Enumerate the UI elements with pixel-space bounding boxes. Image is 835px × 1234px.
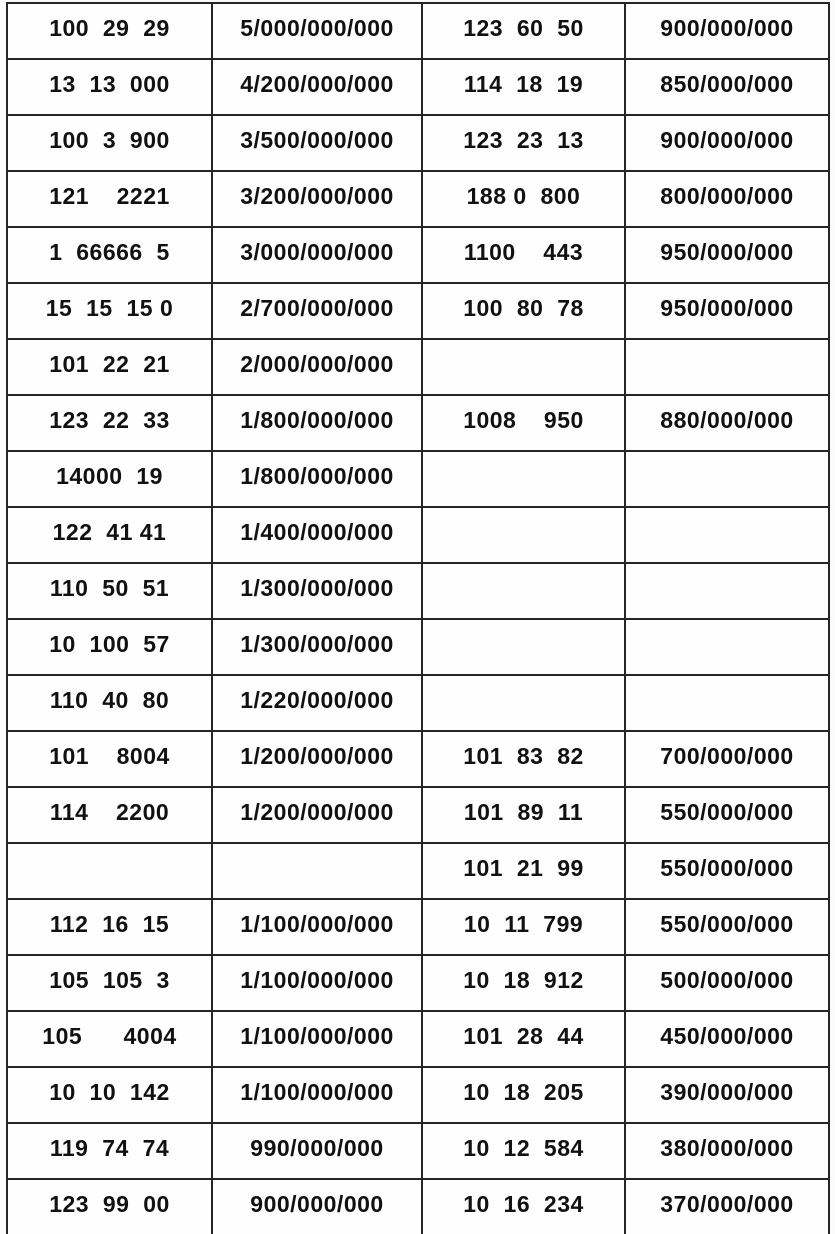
- price-cell: 850/000/000: [625, 59, 829, 115]
- price-cell: 3/000/000/000: [212, 227, 422, 283]
- number-cell: 10 18 205: [422, 1067, 625, 1123]
- price-cell: 5/000/000/000: [212, 3, 422, 59]
- price-cell: 1/400/000/000: [212, 507, 422, 563]
- table-row: [7, 3, 829, 59]
- price-cell: 1/100/000/000: [212, 955, 422, 1011]
- table-row: [7, 395, 829, 451]
- price-cell: 550/000/000: [625, 899, 829, 955]
- number-cell: 114 2200: [7, 787, 212, 843]
- number-cell: 10 16 234: [422, 1179, 625, 1234]
- table-row: [7, 731, 829, 787]
- price-cell: [625, 451, 829, 507]
- price-cell: 880/000/000: [625, 395, 829, 451]
- price-cell: 380/000/000: [625, 1123, 829, 1179]
- price-cell: 950/000/000: [625, 283, 829, 339]
- number-cell: 10 11 799: [422, 899, 625, 955]
- number-cell: 101 8004: [7, 731, 212, 787]
- table-row: [7, 59, 829, 115]
- table-row: [7, 1123, 829, 1179]
- number-cell: [422, 563, 625, 619]
- price-cell: [625, 339, 829, 395]
- price-cell: 1/800/000/000: [212, 451, 422, 507]
- table-row: [7, 787, 829, 843]
- price-cell: 1/200/000/000: [212, 787, 422, 843]
- number-cell: 101 21 99: [422, 843, 625, 899]
- number-cell: 13 13 000: [7, 59, 212, 115]
- number-cell: 101 28 44: [422, 1011, 625, 1067]
- price-cell: 700/000/000: [625, 731, 829, 787]
- price-cell: 550/000/000: [625, 843, 829, 899]
- table-row: [7, 1179, 829, 1234]
- price-cell: 2/000/000/000: [212, 339, 422, 395]
- number-cell: 101 22 21: [7, 339, 212, 395]
- number-cell: 100 80 78: [422, 283, 625, 339]
- number-cell: [422, 619, 625, 675]
- price-cell: 550/000/000: [625, 787, 829, 843]
- price-cell: 390/000/000: [625, 1067, 829, 1123]
- table-row: [7, 843, 829, 899]
- number-cell: 123 22 33: [7, 395, 212, 451]
- number-cell: 123 60 50: [422, 3, 625, 59]
- price-cell: 900/000/000: [625, 115, 829, 171]
- price-cell: 1/100/000/000: [212, 899, 422, 955]
- table-row: [7, 675, 829, 731]
- table-row: [7, 899, 829, 955]
- number-cell: 14000 19: [7, 451, 212, 507]
- price-cell: 900/000/000: [625, 3, 829, 59]
- table-row: [7, 115, 829, 171]
- price-cell: 1/300/000/000: [212, 563, 422, 619]
- price-cell: 500/000/000: [625, 955, 829, 1011]
- price-cell: 3/200/000/000: [212, 171, 422, 227]
- number-cell: [422, 675, 625, 731]
- price-cell: 950/000/000: [625, 227, 829, 283]
- table-row: [7, 339, 829, 395]
- number-cell: 10 10 142: [7, 1067, 212, 1123]
- number-cell: 100 3 900: [7, 115, 212, 171]
- number-cell: 101 83 82: [422, 731, 625, 787]
- price-cell: [625, 507, 829, 563]
- price-table-body: [7, 3, 829, 1234]
- price-cell: 990/000/000: [212, 1123, 422, 1179]
- table-row: [7, 1011, 829, 1067]
- number-cell: 122 41 41: [7, 507, 212, 563]
- number-cell: 188 0 800: [422, 171, 625, 227]
- price-cell: 1/100/000/000: [212, 1011, 422, 1067]
- price-cell: 1/800/000/000: [212, 395, 422, 451]
- number-cell: [7, 843, 212, 899]
- price-cell: 1/200/000/000: [212, 731, 422, 787]
- number-cell: [422, 507, 625, 563]
- number-cell: 1008 950: [422, 395, 625, 451]
- price-cell: 1/100/000/000: [212, 1067, 422, 1123]
- price-cell: 900/000/000: [212, 1179, 422, 1234]
- number-cell: 1 66666 5: [7, 227, 212, 283]
- number-cell: 101 89 11: [422, 787, 625, 843]
- price-cell: 800/000/000: [625, 171, 829, 227]
- number-cell: 121 2221: [7, 171, 212, 227]
- number-cell: 123 23 13: [422, 115, 625, 171]
- number-cell: 110 40 80: [7, 675, 212, 731]
- number-cell: 114 18 19: [422, 59, 625, 115]
- number-cell: 119 74 74: [7, 1123, 212, 1179]
- table-row: [7, 955, 829, 1011]
- number-cell: 10 100 57: [7, 619, 212, 675]
- table-row: [7, 507, 829, 563]
- number-cell: 105 4004: [7, 1011, 212, 1067]
- price-cell: [625, 675, 829, 731]
- price-cell: 2/700/000/000: [212, 283, 422, 339]
- price-cell: 3/500/000/000: [212, 115, 422, 171]
- price-cell: [625, 619, 829, 675]
- table-row: [7, 451, 829, 507]
- number-cell: 105 105 3: [7, 955, 212, 1011]
- number-cell: 112 16 15: [7, 899, 212, 955]
- table-row: [7, 283, 829, 339]
- number-cell: 100 29 29: [7, 3, 212, 59]
- price-cell: 1/300/000/000: [212, 619, 422, 675]
- number-cell: 10 18 912: [422, 955, 625, 1011]
- price-table: [6, 2, 830, 1234]
- table-row: [7, 1067, 829, 1123]
- number-cell: 10 12 584: [422, 1123, 625, 1179]
- number-cell: 123 99 00: [7, 1179, 212, 1234]
- table-row: [7, 227, 829, 283]
- table-row: [7, 171, 829, 227]
- number-cell: [422, 339, 625, 395]
- price-cell: [625, 563, 829, 619]
- number-cell: 15 15 15 0: [7, 283, 212, 339]
- price-cell: [212, 843, 422, 899]
- table-row: [7, 619, 829, 675]
- price-cell: 4/200/000/000: [212, 59, 422, 115]
- price-cell: 450/000/000: [625, 1011, 829, 1067]
- price-cell: 1/220/000/000: [212, 675, 422, 731]
- price-cell: 370/000/000: [625, 1179, 829, 1234]
- table-row: [7, 563, 829, 619]
- number-cell: 110 50 51: [7, 563, 212, 619]
- number-cell: 1100 443: [422, 227, 625, 283]
- number-cell: [422, 451, 625, 507]
